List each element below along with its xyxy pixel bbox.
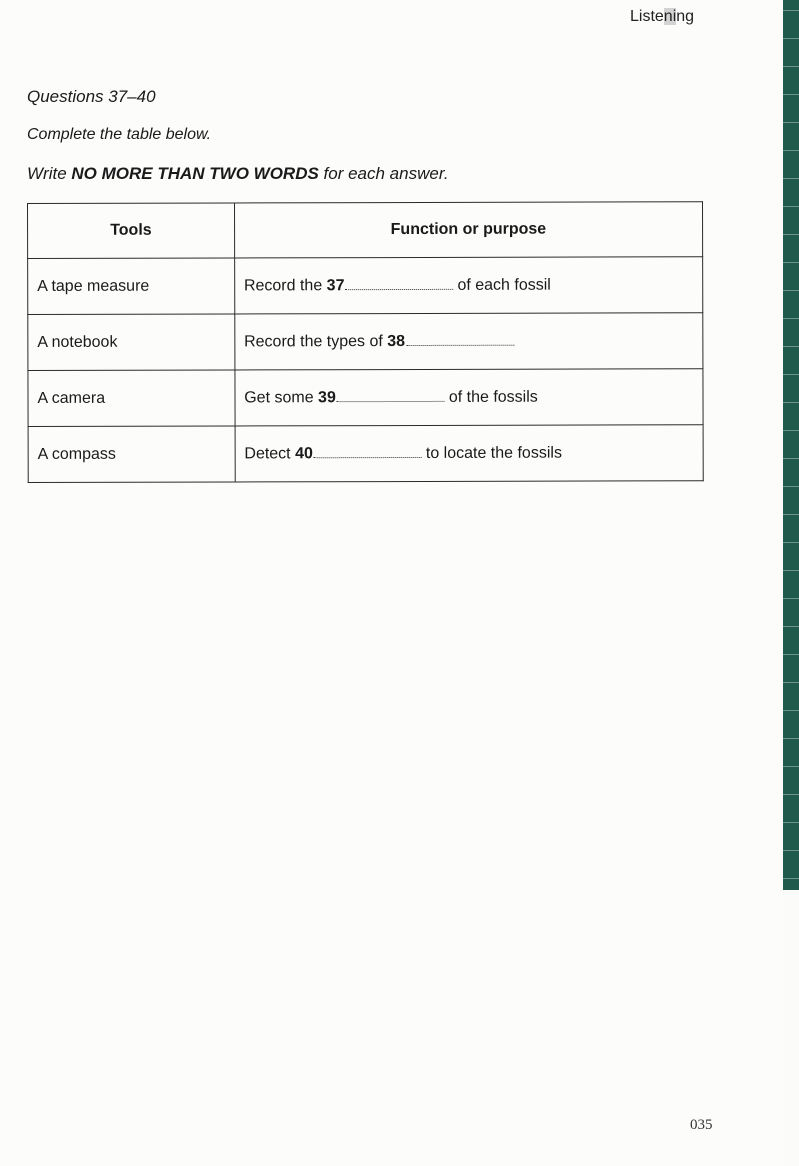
edge-tick — [783, 66, 799, 67]
page-number: 035 — [690, 1117, 713, 1133]
instruction-word-limit — [27, 164, 449, 184]
edge-tick — [783, 822, 799, 823]
tool-cell: A camera — [28, 370, 235, 427]
table-row — [28, 425, 703, 483]
answer-blank-37[interactable] — [345, 278, 453, 289]
function-text-end: of the fossils — [448, 388, 538, 406]
edge-tick — [783, 38, 799, 39]
edge-tick — [783, 234, 799, 235]
edge-tick — [783, 402, 799, 403]
edge-tick — [783, 738, 799, 739]
function-text: Record the types of — [244, 332, 388, 350]
edge-tick — [783, 514, 799, 515]
instruction-text-end: for each answer. — [318, 164, 449, 183]
edge-tick — [783, 178, 799, 179]
function-text-end: to locate the fossils — [425, 444, 562, 462]
questions-range-heading: Questions 37–40 — [27, 87, 156, 106]
function-text: Record the — [243, 276, 327, 294]
edge-tick — [783, 570, 799, 571]
edge-tick — [783, 654, 799, 655]
function-text-end: of each fossil — [457, 276, 551, 294]
edge-tick — [783, 122, 799, 123]
page-edge-strip — [783, 0, 799, 890]
table-row — [28, 313, 703, 371]
edge-tick — [783, 766, 799, 767]
question-number: 39 — [318, 388, 336, 406]
tool-cell: A tape measure — [28, 258, 235, 315]
section-label — [630, 8, 694, 26]
function-text: Detect — [244, 444, 296, 462]
function-cell — [234, 257, 702, 314]
column-header-tools: Tools — [28, 203, 235, 259]
answer-blank-40[interactable] — [314, 446, 422, 457]
section-label-text: Liste — [630, 8, 664, 25]
instruction-text: Write — [27, 164, 72, 183]
answer-blank-38[interactable] — [406, 334, 514, 345]
table-row — [28, 369, 703, 427]
question-number: 40 — [295, 444, 313, 462]
edge-tick — [783, 150, 799, 151]
edge-tick — [783, 486, 799, 487]
edge-tick — [783, 878, 799, 879]
function-cell — [235, 369, 703, 426]
question-number: 37 — [326, 276, 345, 294]
edge-tick — [783, 794, 799, 795]
instruction-word-limit-bold: NO MORE THAN TWO WORDS — [71, 164, 319, 183]
function-cell — [235, 313, 703, 370]
edge-tick — [783, 430, 799, 431]
edge-tick — [783, 10, 799, 11]
edge-tick — [783, 626, 799, 627]
question-number: 38 — [387, 332, 406, 350]
tool-cell: A compass — [28, 426, 235, 483]
function-cell — [235, 425, 703, 482]
edge-tick — [783, 710, 799, 711]
edge-tick — [783, 262, 799, 263]
edge-tick — [783, 682, 799, 683]
edge-tick — [783, 542, 799, 543]
function-text: Get some — [244, 388, 319, 406]
instruction-complete-table: Complete the table below. — [27, 126, 212, 143]
edge-tick — [783, 94, 799, 95]
edge-tick — [783, 850, 799, 851]
edge-tick — [783, 374, 799, 375]
table-row — [28, 257, 703, 315]
tools-table — [27, 201, 704, 483]
edge-tick — [783, 206, 799, 207]
edge-tick — [783, 318, 799, 319]
tool-cell: A notebook — [28, 314, 235, 371]
edge-tick — [783, 598, 799, 599]
section-label-highlight: ni — [663, 8, 677, 25]
edge-tick — [783, 290, 799, 291]
table-header-row — [28, 202, 703, 259]
edge-tick — [783, 458, 799, 459]
column-header-function: Function or purpose — [234, 202, 702, 258]
edge-tick — [783, 346, 799, 347]
answer-blank-39[interactable] — [337, 390, 445, 401]
section-label-text-end: ng — [676, 8, 695, 25]
